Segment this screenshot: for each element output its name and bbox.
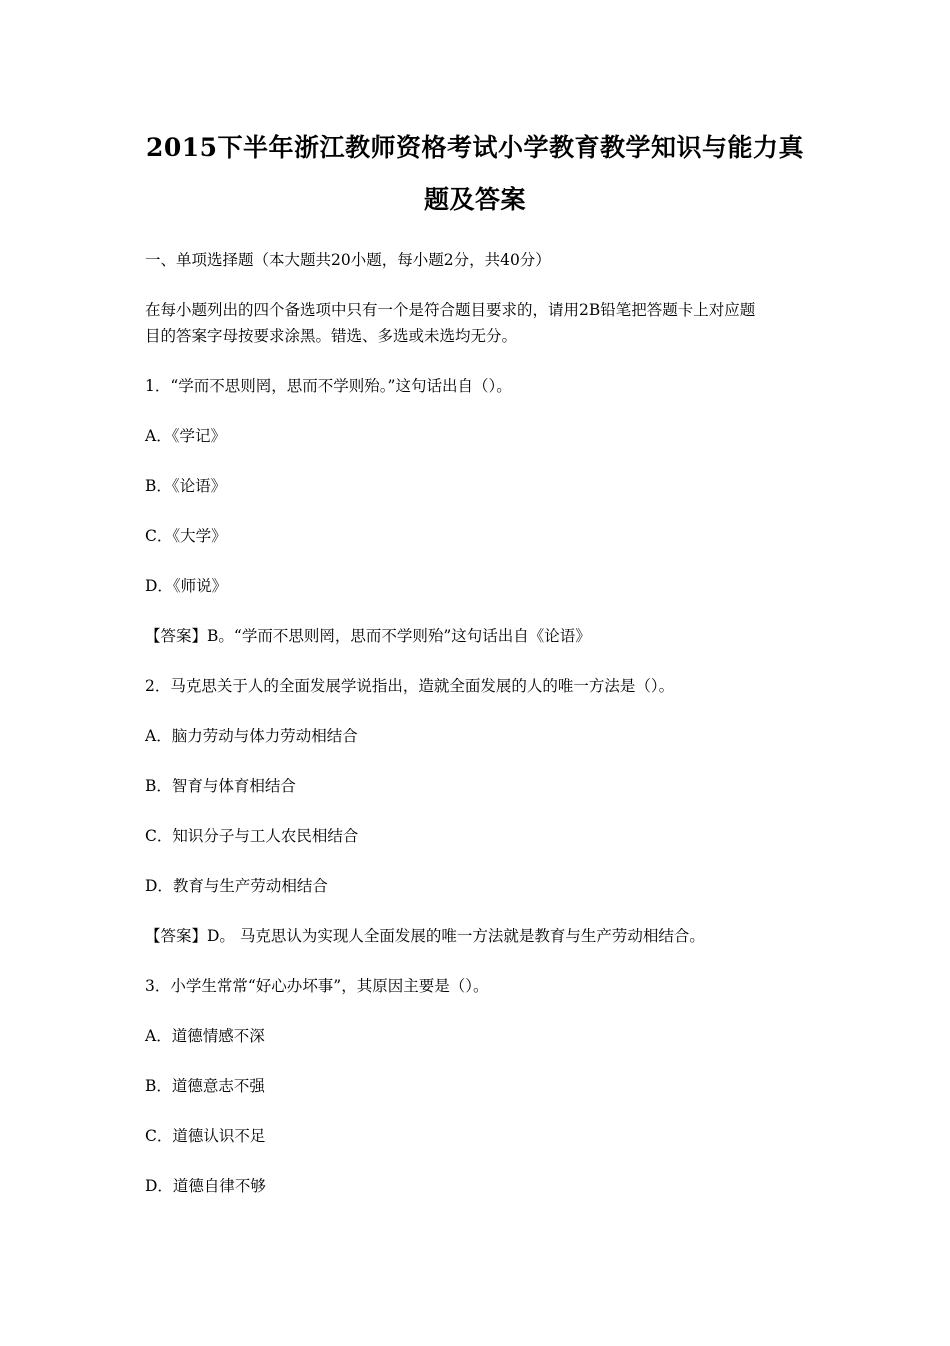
question-3-option-d: D．道德自律不够 (145, 1177, 266, 1195)
question-2-answer: 【答案】D。 马克思认为实现人全面发展的唯一方法就是教育与生产劳动相结合。 (145, 927, 705, 945)
question-1-stem: 1．“学而不思则罔，思而不学则殆。”这句话出自（）。 (145, 377, 512, 395)
question-2-option-d: D．教育与生产劳动相结合 (145, 877, 328, 895)
instruction-line2: 目的答案字母按要求涂黑。错选、多选或未选均无分。 (145, 327, 518, 345)
question-2-option-b: B．智育与体育相结合 (145, 777, 296, 795)
document-title-line1: 2015下半年浙江教师资格考试小学教育教学知识与能力真 (145, 133, 805, 162)
question-1-option-c: C．《大学》 (145, 527, 227, 545)
question-3-option-c: C．道德认识不足 (145, 1127, 266, 1145)
question-3-option-a: A．道德情感不深 (145, 1027, 265, 1045)
question-3-stem: 3．小学生常常“好心办坏事”，其原因主要是（）。 (145, 977, 489, 995)
question-1-answer: 【答案】B。“学而不思则罔，思而不学则殆”这句话出自《论语》 (145, 627, 591, 645)
question-1-option-b: B．《论语》 (145, 477, 227, 495)
document-title-line2: 题及答案 (423, 185, 526, 214)
question-1-option-a: A．《学记》 (145, 427, 226, 445)
question-2-option-c: C．知识分子与工人农民相结合 (145, 827, 359, 845)
question-2-option-a: A．脑力劳动与体力劳动相结合 (145, 727, 358, 745)
question-2-stem: 2．马克思关于人的全面发展学说指出，造就全面发展的人的唯一方法是（）。 (145, 677, 675, 695)
section-heading: 一、单项选择题（本大题共20小题，每小题2分，共40分） (145, 251, 551, 269)
question-1-option-d: D．《师说》 (145, 577, 228, 595)
question-3-option-b: B．道德意志不强 (145, 1077, 265, 1095)
instruction-line1: 在每小题列出的四个备选项中只有一个是符合题目要求的，请用2B铅笔把答题卡上对应题 (145, 301, 756, 319)
